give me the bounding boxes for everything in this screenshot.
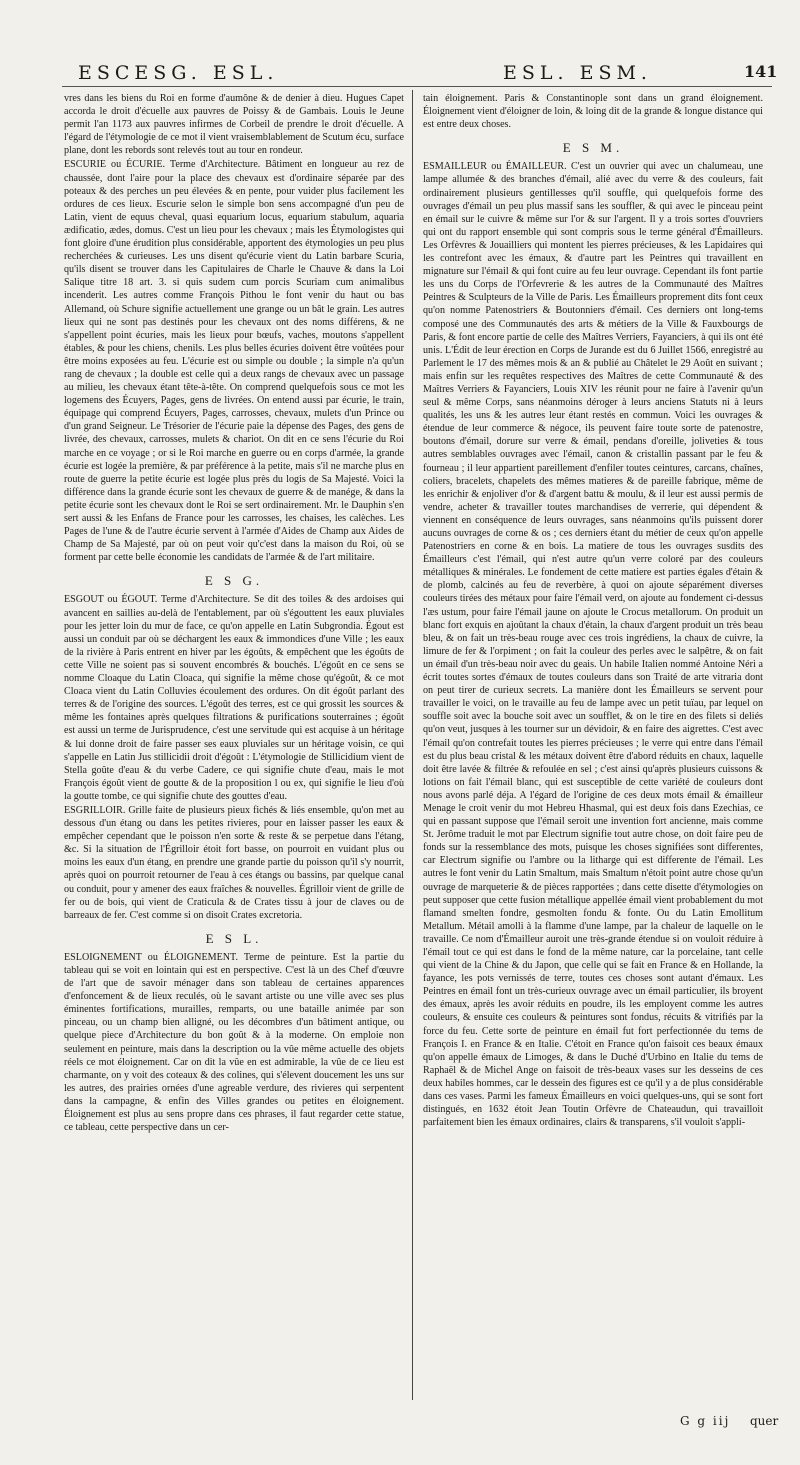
section-heading-esl: E S L. (205, 930, 263, 946)
entry-ecuelle-continued: vres dans les biens du Roi en forme d'aumône & de denier à dieu. Hugues Capet accorda le droit d'écuelle aux pauvres de Poissy & de Gambais. Louis le Jeune permit l'an 1173 aux pauvres infirmes de Corbeil de prendre le droit d'écuelle. A l'égard de l'étymologie de ce mot il vient vraisemblablement de Scutum écu, surface plane, dont les rebords sont relevés tout au tour en rondeur. (64, 93, 404, 157)
entry-esloignement-continued: tain éloignement. Paris & Constantinople sont dans un grand éloignement. Éloignement vient d'éloigner de loin, & loing dit de la grande & longue distance qui est entre deux choses. (423, 93, 763, 131)
running-header-left: ESCESG. ESL. (78, 62, 279, 84)
page-number: 141 (744, 62, 778, 81)
catchword: quer (750, 1414, 779, 1428)
entry-escurie: ESCURIE ou ÉCURIE. Terme d'Architecture. Bâtiment en longueur au rez de chaussée, dont l'aire pour la place des chevaux est d'ordinaire séparée par des poteaux & des perches un peu élevées & en pente, pour vuider plus facilement les ordures de ces lieux. Escurie selon le simple bon sens accompagné d'un peu de Latin, vient de equus cheval, quasi equarium locus, equarium stabulum, aquaria ædificatio, ædes, domus. C'est un lieu pour les chevaux ; mais les Étymologistes qui font gloire d'une érudition plus considérable, apportent des étymologies un peu plus recherchées & curieuses. Les uns disent qu'écurie vient du Latin barbare Scuria, qu'ils disent se trouver dans les Capitulaires de Charle le Chauve & dans la Loi Salique titre 18 art. 3. si quis sudem cum porcis Scuriam cum animalibus incenderit. Les autres comme François Pithou le font venir du haut ou bas Allemand, où Schure signifie actuellement une grange ou un bât le grain. Les autres lieux qui ne sont pas destinés pour les chevaux ont des noms différens, & ne s'appellent point écuries, mais les lieux pour bœufs, vaches, moutons s'appellent étables, & pour les chiens, chenils. Les plus belles écuries doivent être voûtées pour être moins exposées au feu. L'écurie est ou simple ou double ; la simple n'a qu'un rang de chevaux ; la double est celle qui a deux rangs de chevaux avec un passage au milieu, les chevaux étant tête-à-tête. On comprend quelquefois sous ce mot les logemens des Écuyers, Pages, gens de livrées. On entend aussi par écurie, le train, équipage qui comprend Écuyers, Pages, carrosses, chevaux, mulets d'un Prince ou d'un grand Seigneur. Le Trésorier de l'écurie paie la dépense des Pages, des gens de livrée, des chevaux, carrosses, mulets & chariot. On dit en ce sens l'écurie du Roi marche en ce voyage ; or si le Roi marche en guerre ou en corps d'armée, la grande écurie est logée la première, & par préférence à la petite, mais s'il ne marche plus en route de guerre la petite écurie est logée plus près du logis de Sa Majesté. Voici la différence dans la grande écurie sont les chevaux de guerre & de manége, & dans la petite écurie sont les chevaux dont le Roi se sert ordinairement. Mr. le Dauphin s'en sert aussi & les Enfans de France pour les carrosses, les chaises, les calèches. Les Pages de l'une & de l'autre écurie servent à l'armée d'Aides de Champ aux Aides de Champ de Sa Majesté, par où on peut voir qu'c'est dans la maison du Roi, où se forment par cette belle économie les candidats de l'armée & de l'art militaire. (64, 159, 404, 564)
signature-mark: G g iij (680, 1414, 731, 1428)
entry-esgrilloir: ESGRILLOIR. Grille faite de plusieurs pieux fichés & liés ensemble, qu'on met au dessous d'un étang ou dans les petites rivieres, pour en laisser passer les eaux & empêcher cependant que le poisson n'en sorte & reste & se perpetue dans l'étang, &c. Si la situation de l'Égrilloir étoit fort basse, on pourroit en vuidant plus ou moins les eaux d'un étang, en prendre une grande partie du poisson qu'il s'y nourrit, après quoi on pourroit retourner de l'eau à ces étangs ou bassins, par quelque canal ou conduit, pour y amener des eaux fraîches & nouvelles. Égrilloir vient de grille de fer ou de bois, qui vient de Craticula & de Crates tissu à jour de claves ou de barreaux de fer. C'est comme si on disoit Crates excretoria. (64, 804, 404, 921)
entry-esmailleur: ESMAILLEUR ou ÉMAILLEUR. C'est un ouvrier qui avec un chalumeau, une lampe allumée & des branches d'émail, alié avec du verre & des couleurs, fait ordinairement plusieurs gentillesses qu'il souffle, qui quelquefois forme des ouvrages d'émail un peu plus massif sans les souffler, & qui avec le pinceau peint en émail sur le cuivre & même sur l'or & sur l'argent. Il y a trois sortes d'ouvriers qui ont du rapport ensemble qui sont compris sous le terme général d'Émailleurs. Les Orfèvres & Jouailliers qui montent les pierres précieuses, & les Lapidaires qui les contrefont avec les émaux, & d'autre part les Peintres qui travaillent en mignature sur l'émail & qui font cuire au feu leur ouvrage. Cependant ils font partie les uns du Corps de l'Orfevrerie & les autres de la Communauté des Maîtres Peintres & Sculpteurs de la Ville de Paris. Les Émailleurs proprement dits font ceux qu'on nomme Patenostriers & Boutonniers d'émail. Ces derniers ont long-tems composé une des Communautés des arts & métiers de la Ville & Fauxbourgs de Paris, & font encore partie de celle des Maîtres Verriers, Fayanciers, à qui ils ont été unis. L'Édit de leur érection en Corps de Jurande est du 6 Juillet 1566, enregistré au Parlement le 17 des mêmes mois & an & publié au Châtelet le 29 Août en suivant ; mais enfin sur les requêtes respectives des Maîtres de cette Communauté & des Maîtres Verriers & Fayanciers, Louis XIV les réunit pour ne faire à l'avenir qu'un seul & même Corps, sans néanmoins déroger à leurs anciens Statuts ni à leurs qualités, les uns & les autres leur étant restés en commun. Voici les ouvrages & étendue de leur commerce & négoce, ils peuvent faire toute sorte de patenostre, boutons d'émail, dorure sur verre & émail, pendans d'oreille, joliveties & tous autres semblables ouvrages avec l'émail, canon & cristallin passant par le feu & fourneau ; il leur appartient pareillement d'enfiler toutes ceintures, carcans, chaînes, coliers, bracelets, chapelets des mêmes matieres & de pareille fabrique, même de les enrichir & enjoliver d'or & d'argent battu & moulu, & il leur est aussi permis de vendre, acheter & travailler toutes marchandises de verrerie, qui dépendent & viennent en conséquence de leurs ouvrages, sans néanmoins qu'ils puissent dorer aucuns ouvrages de corne & os ; ces derniers étant du métier de ceux qu'on appelle Patenostriers en corne & en bois. La matiere de tous les ouvrages susdits des Émailleurs c'est l'émail, qui n'est autre qu'un verre coloré par des couleurs métalliques & minérales. Le fondement de cette matiere est parties égales d'étain & de plomb, calcinés au feu de reverbère, à quoi on ajoute séparément diverses couleurs tirées des métaux pour faire l'émail verd, on ajoute au fondement ci-dessus l'æs ustum, pour faire l'émail jaune on ajoute le Crocus metallorum. On produit un blanc fort exquis en ajoûtant la chaux d'étain, la chaux d'argent produit un très beau bleu, & on fait un très-beau rouge avec ces trois ingrédiens, la chaux de cuivre, la limure de fer & l'orpiment ; on fait la couleur des perles avec le salpêtre, & on fait un émail d'un très-beau noir avec du geais. Un habile Italien nommé Antoine Néri a écrit toutes sortes d'émaux de toutes couleurs dans son Traité de arte vitraria dont on peut tirer de curieux secrets. La manière dont les Émailleurs se servent pour travailler le voici, on le travaille au feu de lampe avec un petit tuïau, par lequel on souffle soit avec la bouche soit avec un soufflet, & on le tire en des filets si deliés qu'on veut, jusques à les tourner sur un dévidoir, & en faire des aigrettes. C'est avec l'émail qu'on contrefait toutes les pierres précieuses ; le verre qui entre dans l'émail est du plus beau cristal & les métaux doivent être d'abord réduits en chaux, laquelle doit être lavée & filtrée & refoulée en sel ; c'est ainsi qu'après plusieurs cuissons & lotions on fait l'émail blanc, qui est susceptible de cette variété de couleurs dont nous avons parlé déja. A l'égard de l'origine de ces deux mots émail & émailleur Menage le croit venir du mot Hebreu Hhasmal, qui est deux fois dans Ezechias, ce qui en passant suppose que l'émail seroit une invention fort ancienne, mais comme St. Jerôme traduit le mot par Electrum signifie tout autre chose, on doit faire peu de fonds sur la ressemblance des mots, puisque les choses signifiées sont differentes, car Electrum signifie ou l'ambre ou la litharge qui est differente de l'émail. Les autres le font venir du Latin Smaltum, mais Smaltum n'étoit point autre chose qu'un ouvrage de marqueterie & de pièces rapportées ; dans cette disette d'étymologies on peut supposer que cette fusion métallique appellée émail vient probablement du mot flamand smelten fondre, gesmolten fondu & fonte. Ou du Latin Emollitum Metallum. Métail amolli à la flamme d'une lampe, par la chaleur de laquelle on le travaille. Ce nom d'Émailleur auroit une très-grande étendue si on vouloit réduire à l'émail tout ce qui est dans le fond de la même nature, car la porcelaine, tant celle qui vient de la Chine & du Japon, que celle qui se fait en France & en Hollande, la fayance, les pots vernissés de terre, toutes ces choses sont autant d'émaux. Les Peintres en émail font un très-curieux ouvrage avec un émail particulier, ils broyent des émaux, après les avoir réduits en poudre, ils les employent comme les autres couleurs, & ensuite ces couleurs & peintures sont fondus, récuits & vitrifiés par la force du feu. Cette sorte de peinture en émail fut fort perfectionnée du tems de François I. en France & en Italie. C'étoit en France qu'on faisoit ces beaux émaux qu'on appelle émaux de Limoges, & dans le Duché d'Urbino en Italie du tems de Raphaël & de Michel Ange on faisoit de très-beaux vases sur les desseins de ces deux habiles hommes, car le dessein des figures est ce qu'il y a de plus considérable dans ces vases. Parmi les fameux Émailleurs en voici quelques-uns, qui se sont fort distingués, en 1632 étoit Jean Toutin Orfèvre de Chateaudun, qui travailloit parfaitement bien les émaux ordinaires, clairs & transparens, s'il vouloit s'appli- (423, 161, 763, 1129)
column-divider (412, 90, 413, 1400)
running-header-right: ESL. ESM. (503, 62, 652, 84)
header-rule (62, 86, 772, 87)
section-heading-esg: E S G. (204, 573, 264, 589)
entry-esloignement: ESLOIGNEMENT ou ÉLOIGNEMENT. Terme de peinture. Est la partie du tableau qui se voit en lointain qui est en perspective. C'est là un des Chef d'œuvre de l'art que de savoir ménager dans son tableau de certaines apparences d'enfoncement & de lieux reculés, où le savant artiste ou une ville avec ses plus éminentes fortifications, murailles, remparts, ou une bataille animée par son pinceau, ou un champ bien alligné, ou les décombres d'un bâtiment antique, ou quelque piece d'Architecture du bon goût & à la moderne. On emploie non seulement en peinture, mais dans la description ou la vûe même actuelle des objets réels ce mot éloignement. Car on dit la vûe en est admirable, la vûe de ce lieu est charmante, on y voit des coteaux & des colines, qui s'élevent doucement les uns sur les autres, des prairies ornées d'une agreable verdure, des rivieres qui serpentent dans la campagne, & enfin des Villes grandes ou petites en éloignement. Éloignement est plus au sens propre dans ces phrases, il faut regarder cette statue, ce tableau, cette perspective dans un cer- (64, 951, 404, 1134)
entry-esgout: ESGOUT ou ÉGOUT. Terme d'Architecture. Se dit des toiles & des ardoises qui avancent en saillies au-delà de l'entablement, par où s'égouttent les eaux pluviales pour les jetter loin du mur de face, ce qu'on appelle en Latin Subgrondia. Égout est aussi un conduit par où se déchargent les eaux & immondices d'une Ville ; les eaux de la rivière à Paris entrent en hiver par les égoûts, & empêchent que les égoûts de cette Ville ne soient pas si souvent encombrés & bouchés. L'égoût en ce sens se nomme Cloaque du Latin Cloaca, qui signifie la même chose qu'égoût, & ce mot Cloaca vient du Latin Colluvies écoulement des ordures. On dit égoût parlant des terres & de l'origine des sources. L'égoût des terres, est ce qui grossit les sources & même les fontaines après quelques filtrations & purifications souterraines ; égoût est aussi un terme de Jurisprudence, c'est une servitude qui est acquise à un héritage & lui donne droit de faire passer ses eaux pluviales sur un héritage voisin, ce qui s'appelle en Latin Jus stillicidii droit d'égoût : L'étymologie de Stillicidium vient de Stella goûte d'eau & du verbe Cadere, ce qui signifie chute d'eau, mais le mot François égoût vient de goutte & de la proposition l ou ex, qui signifie le lieu d'où la goutte tombe, ce qui signifie chute des gouttes d'eau. (64, 594, 404, 802)
left-column (64, 92, 404, 1407)
right-column (423, 92, 763, 1407)
section-heading-esm: E S M. (562, 140, 624, 156)
